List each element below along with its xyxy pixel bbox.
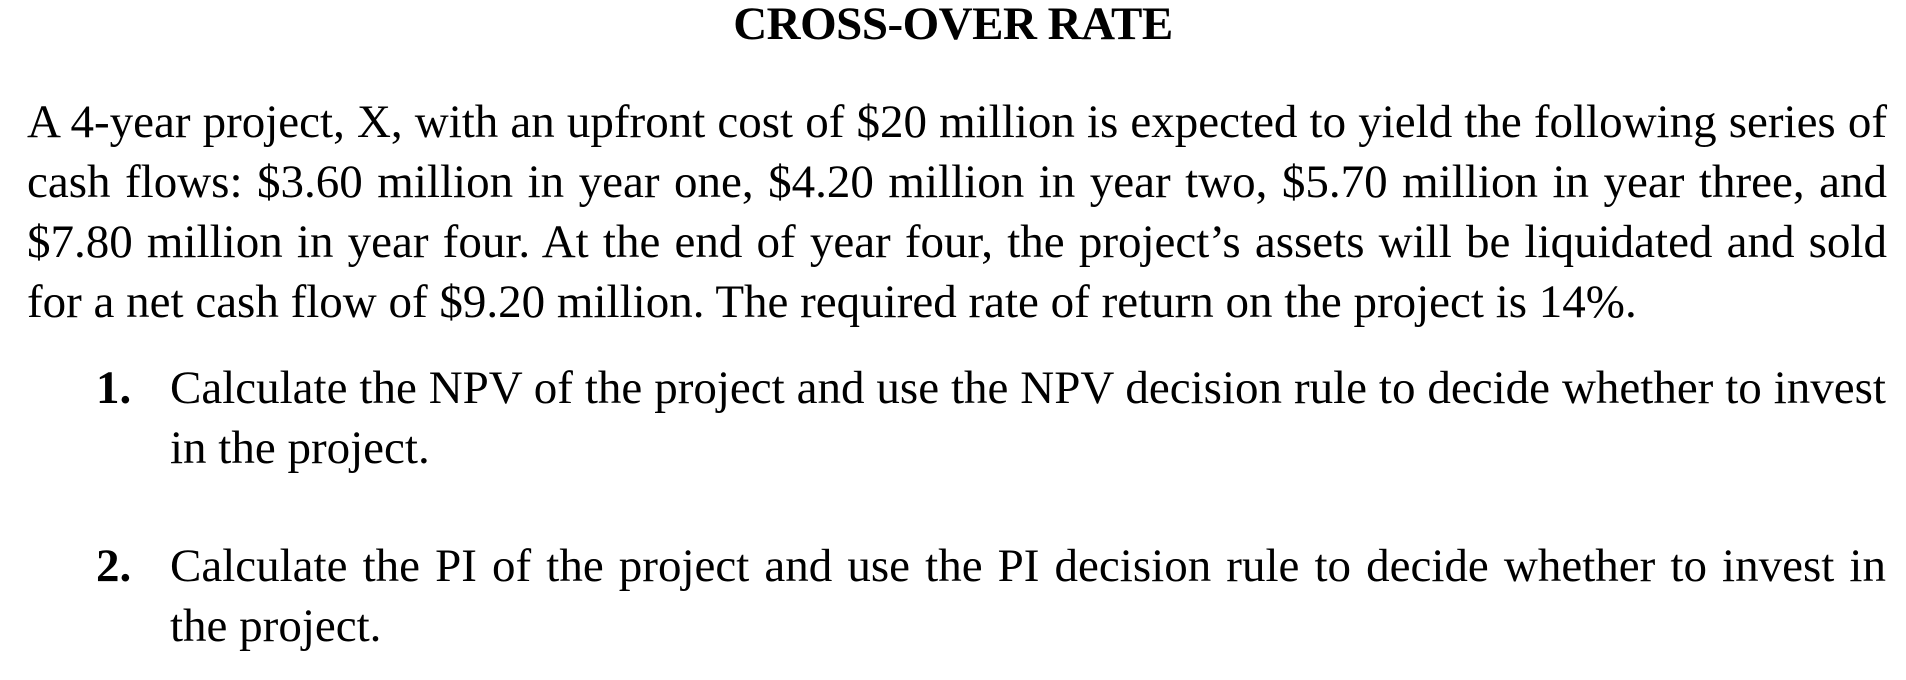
question-number: 2. (96, 540, 132, 592)
question-text: Calculate the PI of the project and use the PI decision rule to decide whether to invest in the project. (170, 540, 1886, 652)
question-item-2 (96, 536, 1886, 656)
question-item-1 (96, 358, 1886, 478)
question-number: 1. (96, 362, 132, 414)
document-title: CROSS-OVER RATE (733, 0, 1173, 50)
question-text: Calculate the NPV of the project and use the NPV decision rule to decide whether to invest in the project. (170, 362, 1886, 474)
problem-statement: A 4-year project, X, with an upfront cost of $20 million is expected to yield the following series of cash flows: $3.60 million in year one, $4.20 million in year two, $5.70 million in year three, and $7.80 million in year four. At the end of year four, the project’s assets will be liquidated and sold for a net cash flow of $9.20 million. The required rate of return on the project is 14%. (27, 96, 1887, 328)
